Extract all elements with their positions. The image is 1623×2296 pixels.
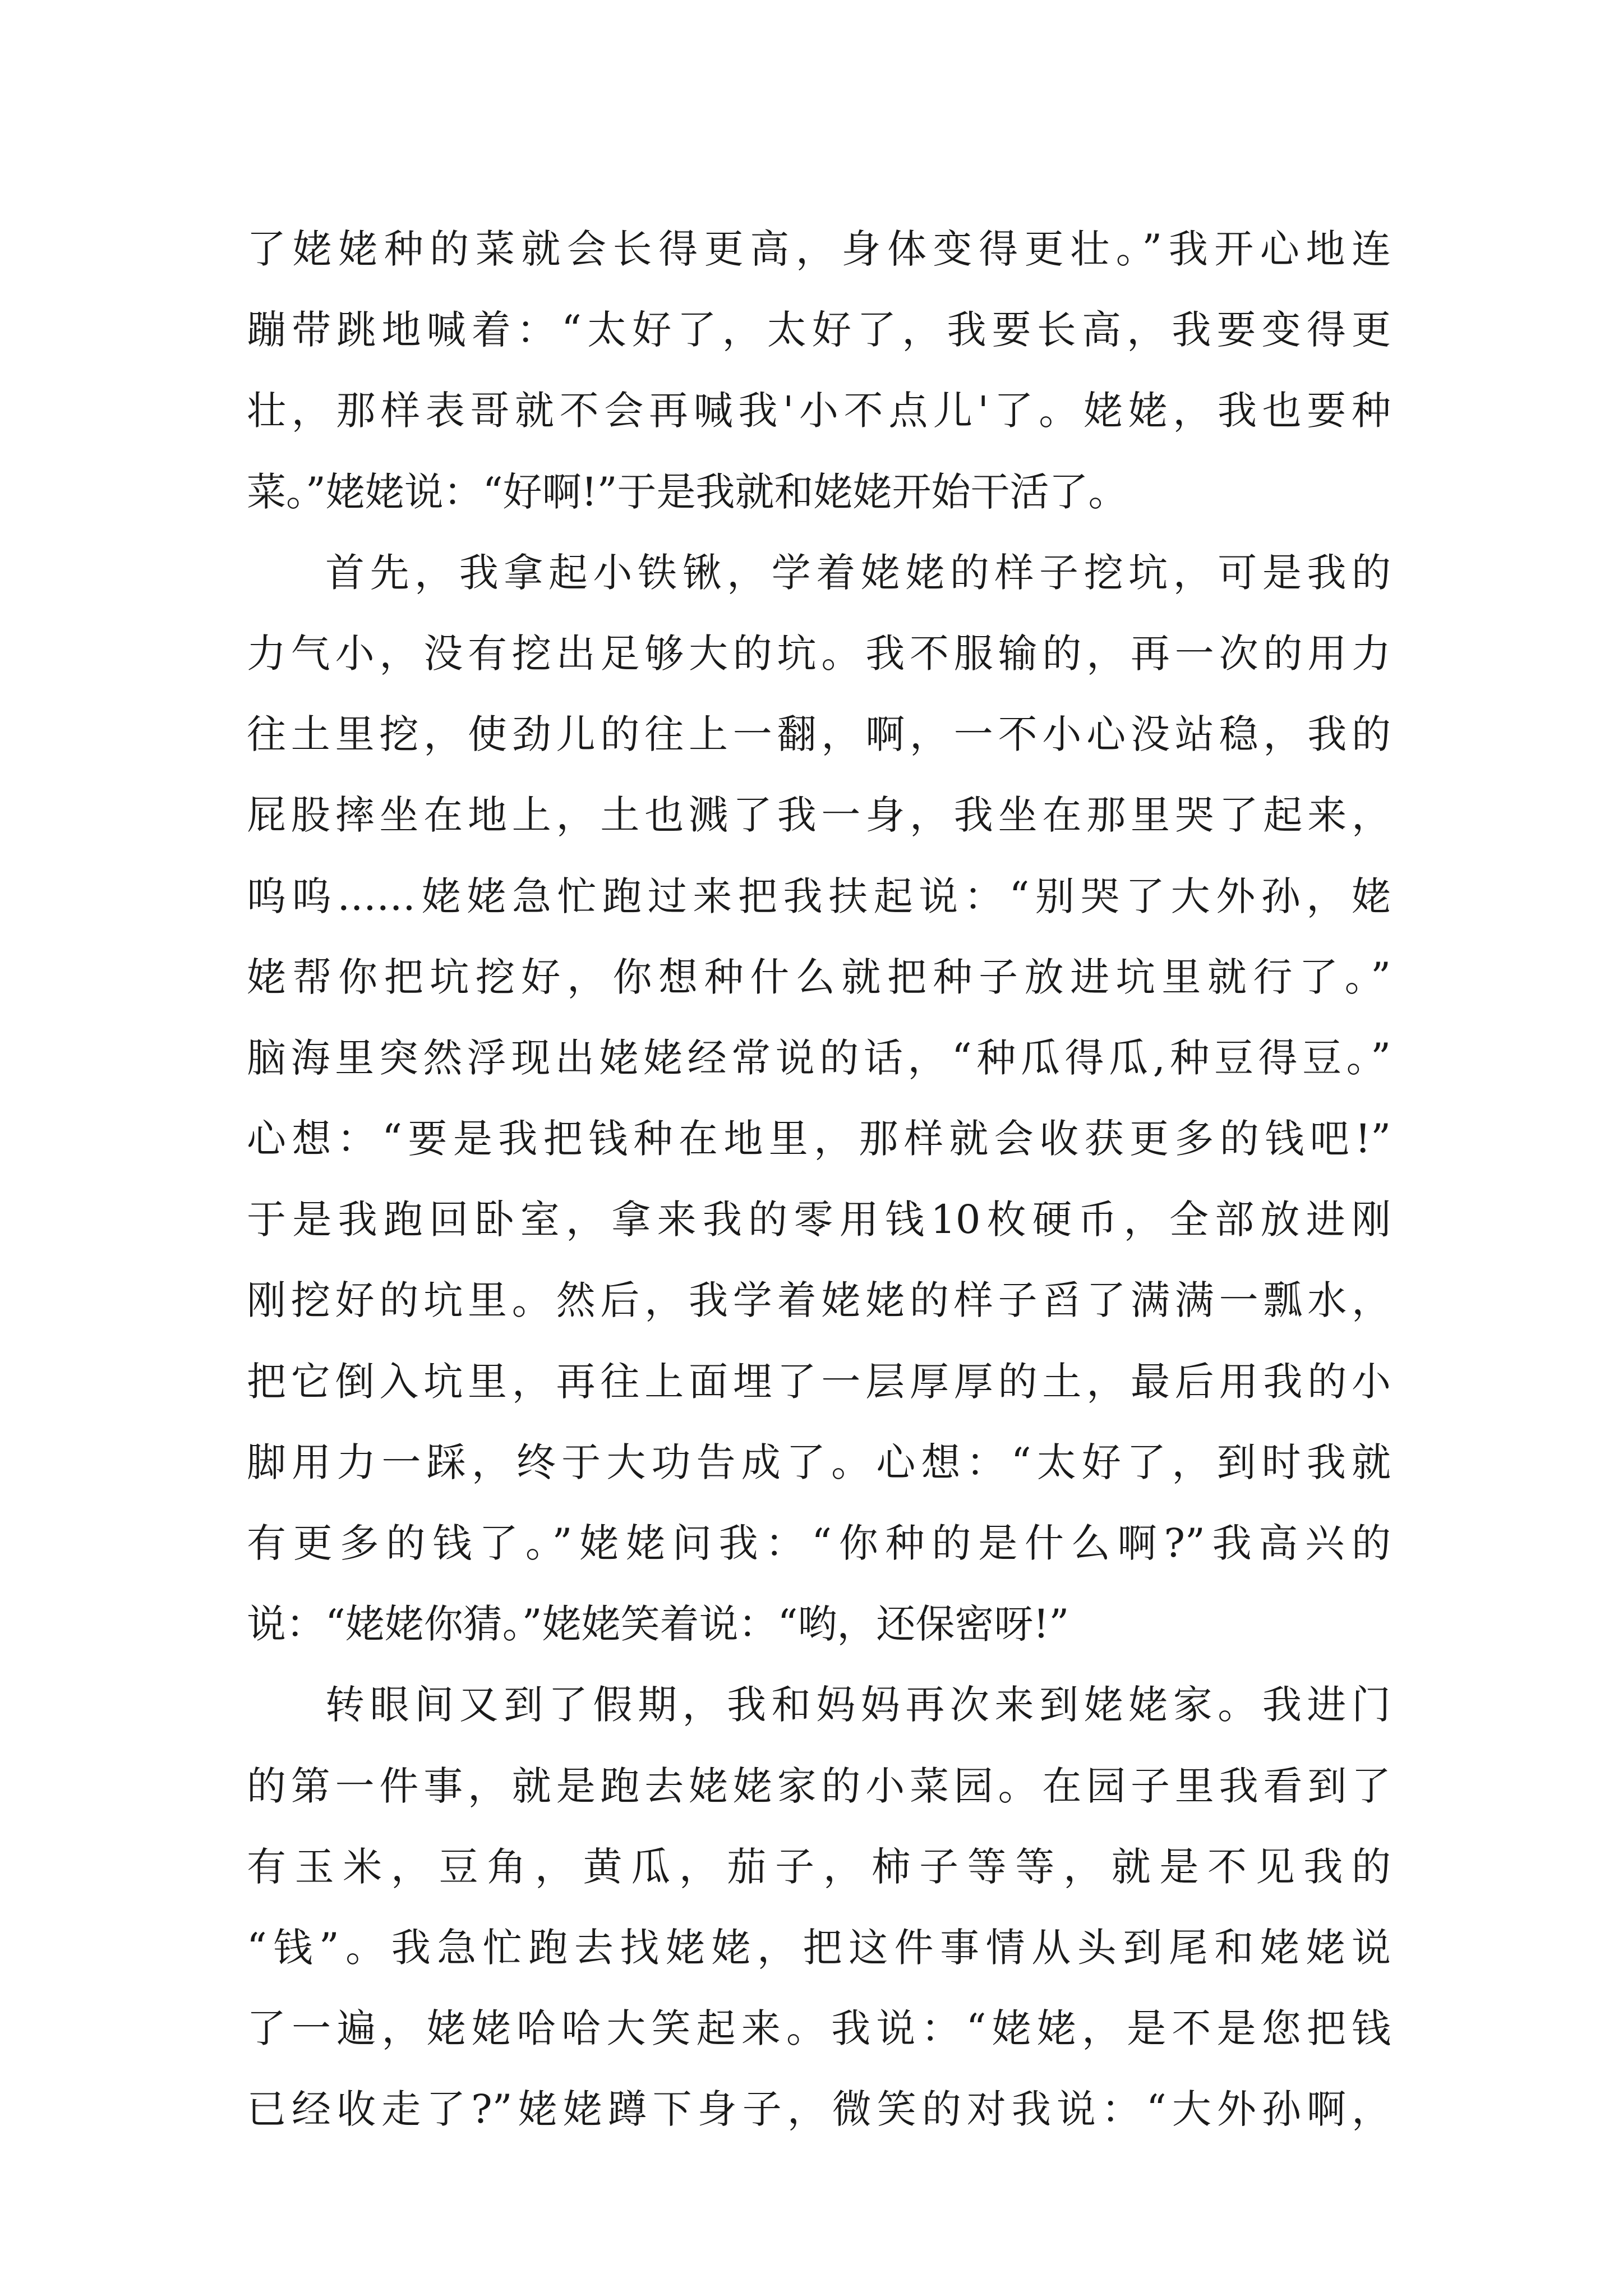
text-line: 说：“姥姥你猜。”姥姥笑着说：“哟，还保密呀!” bbox=[247, 1601, 1069, 1648]
text-line: 的第一件事，就是跑去姥姥家的小菜园。在园子里我看到了 bbox=[247, 1763, 1391, 1809]
text-line: 心想：“要是我把钱种在地里，那样就会收获更多的钱吧!” bbox=[247, 1116, 1391, 1162]
text-line: 屁股摔坐在地上，土也溅了我一身，我坐在那里哭了起来， bbox=[247, 792, 1391, 839]
text-line: 呜呜……姥姥急忙跑过来把我扶起说：“别哭了大外孙，姥 bbox=[247, 873, 1391, 919]
text-line: 有玉米，豆角，黄瓜，茄子，柿子等等，就是不见我的 bbox=[247, 1843, 1391, 1890]
text-line: 壮，那样表哥就不会再喊我'小不点儿'了。姥姥，我也要种 bbox=[247, 388, 1391, 434]
text-line: “钱”。我急忙跑去找姥姥，把这件事情从头到尾和姥姥说 bbox=[247, 1924, 1391, 1971]
text-line: 有更多的钱了。”姥姥问我：“你种的是什么啊?”我高兴的 bbox=[247, 1520, 1391, 1566]
text-line: 脚用力一踩，终于大功告成了。心想：“太好了，到时我就 bbox=[247, 1439, 1391, 1485]
text-line: 姥帮你把坑挖好，你想种什么就把种子放进坑里就行了。” bbox=[247, 954, 1391, 1000]
text-line: 脑海里突然浮现出姥姥经常说的话，“种瓜得瓜,种豆得豆。” bbox=[247, 1034, 1391, 1081]
text-line: 刚挖好的坑里。然后，我学着姥姥的样子舀了满满一瓢水， bbox=[247, 1277, 1391, 1324]
text-line: 往土里挖，使劲儿的往上一翻，啊，一不小心没站稳，我的 bbox=[247, 711, 1391, 758]
paragraph-start-line: 首先，我拿起小铁锹，学着姥姥的样子挖坑，可是我的 bbox=[325, 549, 1391, 596]
text-line: 力气小，没有挖出足够大的坑。我不服输的，再一次的用力 bbox=[247, 630, 1391, 677]
text-line: 了姥姥种的菜就会长得更高，身体变得更壮。”我开心地连 bbox=[247, 226, 1391, 272]
text-line: 已经收走了?”姥姥蹲下身子，微笑的对我说：“大外孙啊， bbox=[247, 2086, 1391, 2133]
body-text bbox=[247, 209, 1391, 2150]
text-line: 了一遍，姥姥哈哈大笑起来。我说：“姥姥，是不是您把钱 bbox=[247, 2005, 1391, 2052]
paragraph-start-line: 转眼间又到了假期，我和妈妈再次来到姥姥家。我进门 bbox=[325, 1682, 1391, 1728]
text-line: 菜。”姥姥说：“好啊!”于是我就和姥姥开始干活了。 bbox=[247, 468, 1128, 515]
text-line: 于是我跑回卧室，拿来我的零用钱10枚硬币，全部放进刚 bbox=[247, 1197, 1391, 1243]
text-line: 把它倒入坑里，再往上面埋了一层厚厚的土，最后用我的小 bbox=[247, 1358, 1391, 1405]
text-line: 蹦带跳地喊着：“太好了，太好了，我要长高，我要变得更 bbox=[247, 307, 1391, 353]
